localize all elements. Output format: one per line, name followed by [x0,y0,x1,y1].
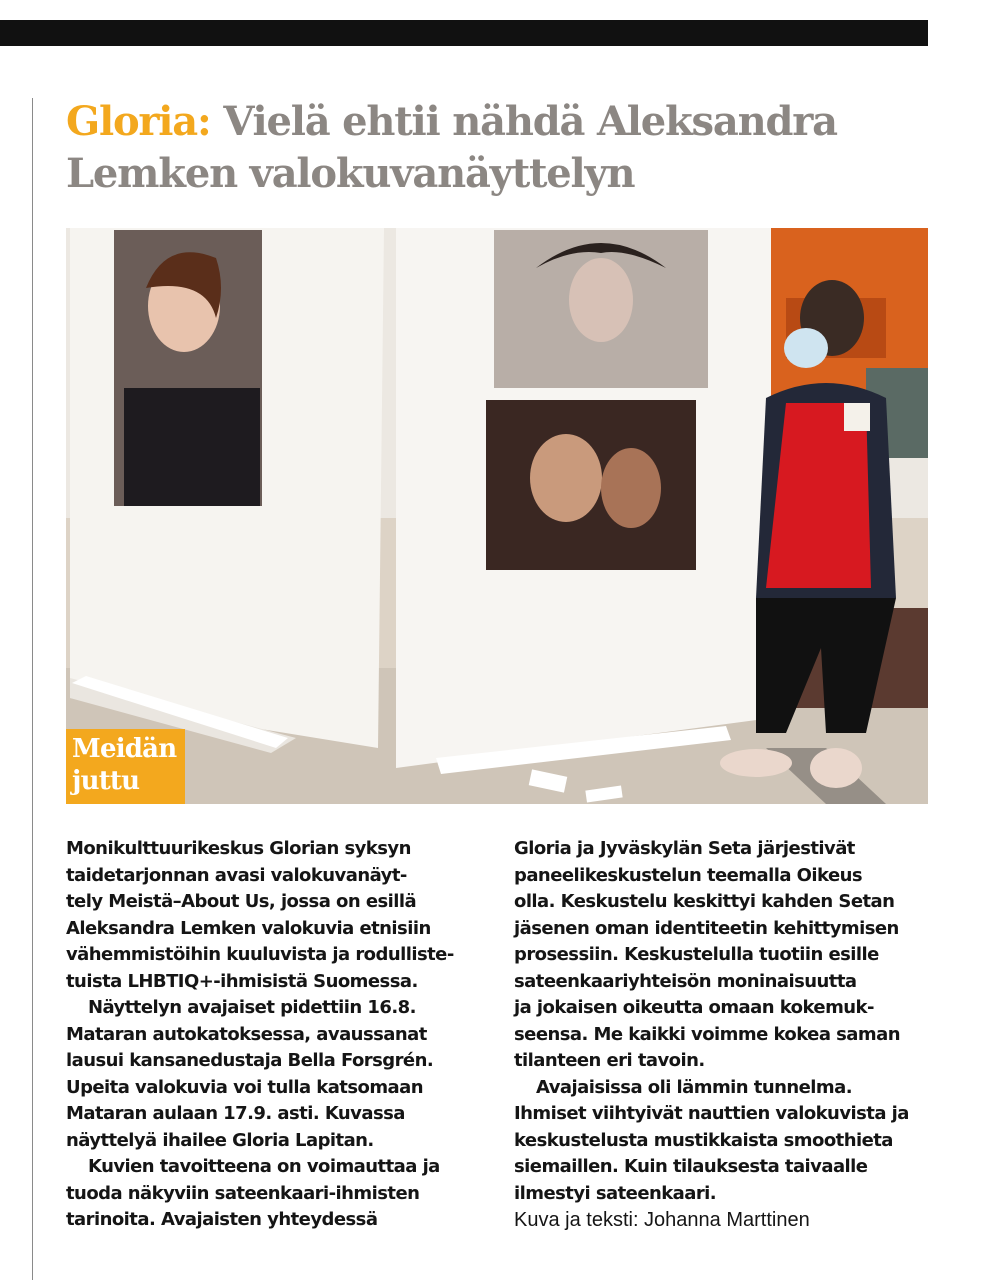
article-line: ilmestyi sateenkaari. [514,1182,717,1204]
left-margin-rule [32,98,33,1280]
article-line: tilanteen eri tavoin. [514,1050,705,1071]
article-line: jäsenen oman identiteetin kehittymisen [514,917,899,939]
article-line: Ihmiset viihtyivät nauttien valokuvista ja [514,1103,909,1124]
article-column-right [514,836,934,1234]
article-line: tely Meistä–About Us, jossa on esillä [66,891,417,912]
headline-kicker: Gloria: [66,98,211,145]
article-line: tuista LHBTIQ+-ihmisistä Suomessa. [66,970,418,992]
badge-line-1: Meidän [72,734,177,764]
article-line: Mataran aulaan 17.9. asti. Kuvassa [66,1103,405,1124]
article-line: Gloria ja Jyväskylän Seta järjestivät [514,838,855,859]
article-line: tarinoita. Avajaisten yhteydessä [66,1209,378,1230]
article-line: Kuvien tavoitteena on voimauttaa ja [88,1156,440,1177]
photo-credit: Kuva ja teksti: Johanna Marttinen [514,1209,810,1231]
article-line: Aleksandra Lemken valokuvia etnisiin [66,917,431,939]
article-line: taidetarjonnan avasi valokuvanäyt- [66,864,407,886]
headline [66,96,926,200]
article-line: Monikulttuurikeskus Glorian syksyn [66,838,411,859]
article-line: seensa. Me kaikki voimme kokea saman [514,1023,900,1045]
article-line: paneelikeskustelun teemalla Oikeus [514,864,863,886]
badge-line-2: juttu [72,766,140,796]
article-line: sateenkaariyhteisön moninaisuutta [514,970,857,992]
article-line: ja jokaisen oikeutta omaan kokemuk- [514,997,874,1018]
article-line: siemaillen. Kuin tilauksesta taivaalle [514,1156,868,1177]
article-line: Avajaisissa oli lämmin tunnelma. [536,1076,852,1098]
article-line: keskustelusta mustikkaista smoothieta [514,1129,893,1151]
exhibition-photo-illustration [66,228,928,804]
top-bar [0,20,928,46]
article-line: lausui kansanedustaja Bella Forsgrén. [66,1050,434,1071]
article-line: Mataran autokatoksessa, avaussanat [66,1023,427,1045]
exhibition-photo [66,228,928,804]
article-line: Näyttelyn avajaiset pidettiin 16.8. [88,997,416,1018]
article-line: prosessiin. Keskustelulla tuotiin esille [514,944,879,965]
article-line: olla. Keskustelu keskittyi kahden Setan [514,891,895,912]
article-line: tuoda näkyviin sateenkaari-ihmisten [66,1182,420,1204]
article-line: näyttelyä ihailee Gloria Lapitan. [66,1129,374,1151]
article-column-left [66,836,476,1234]
article-line: Upeita valokuvia voi tulla katsomaan [66,1076,423,1098]
meidan-juttu-badge [66,729,185,804]
article-line: vähemmistöihin kuuluvista ja rodulliste- [66,944,454,965]
headline-title: Vielä ehtii nähdä Aleksandra Lemken valokuvanäyttelyn [66,98,837,197]
